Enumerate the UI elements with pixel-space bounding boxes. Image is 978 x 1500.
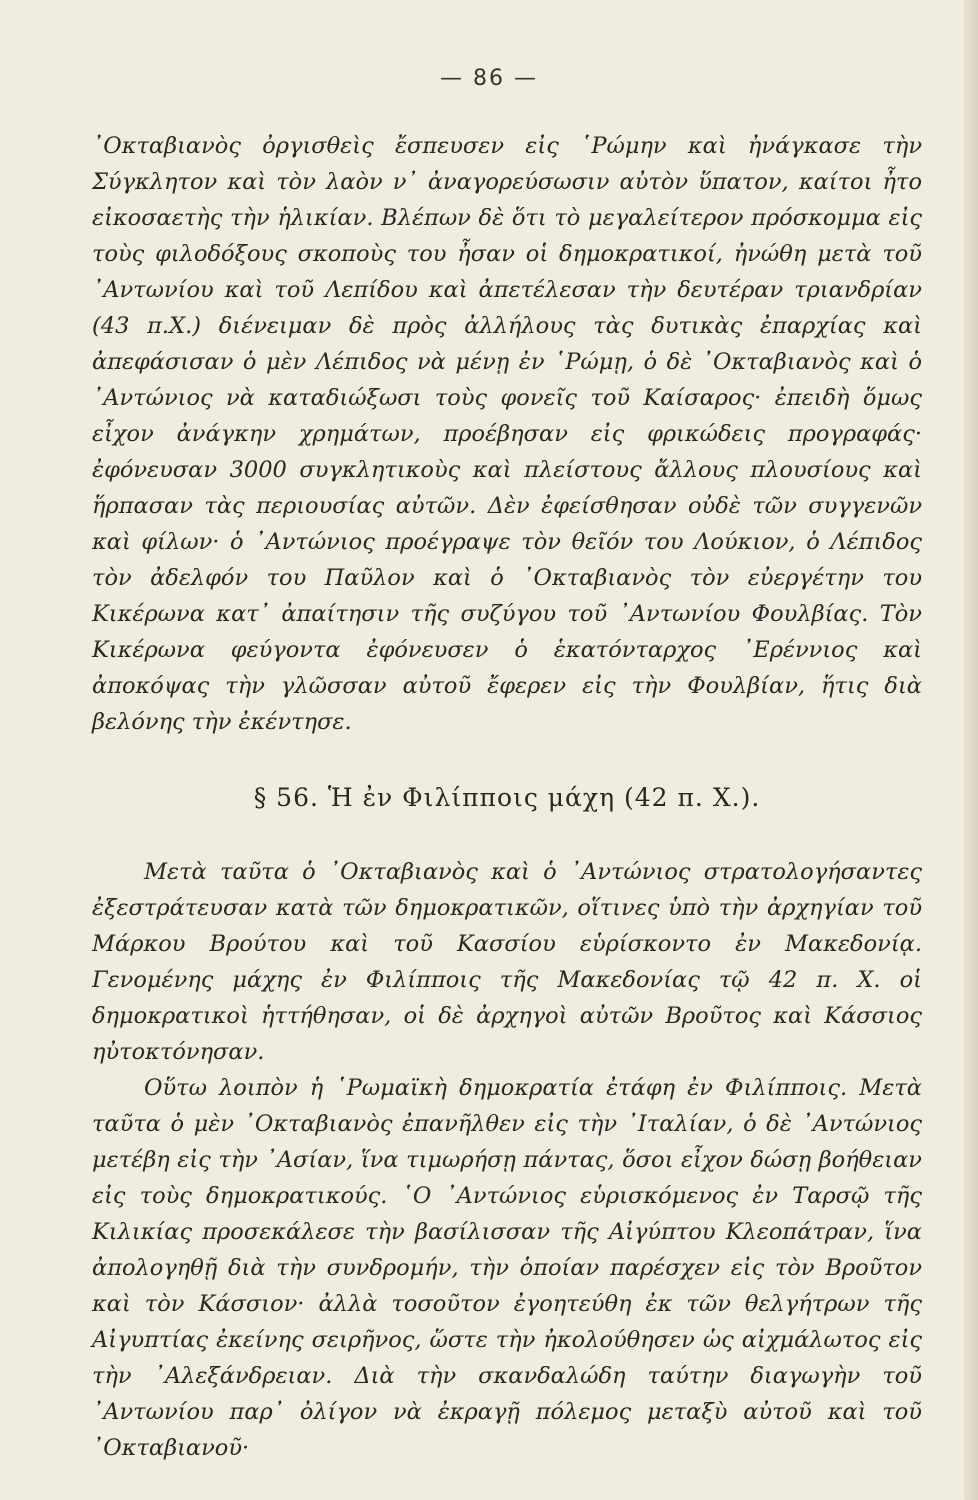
paragraph-antony-cleopatra: Οὕτω λοιπὸν ἡ ῾Ρωμαϊκὴ δημοκρατία ἐτάφη ἐν Φιλίπποις. Μετὰ ταῦτα ὁ μὲν ᾿Οκταβιανὸς ἐπανῆλθεν εἰς τὴν ᾿Ιταλίαν, ὁ δὲ ᾿Αντώνιος μετέβη εἰς τὴν ᾿Ασίαν, ἵνα τιμωρήσῃ πάντας, ὅσοι εἶχον δώσῃ βοήθειαν εἰς τοὺς δημοκρατικούς. ῾Ο ᾿Αντώνιος εὑρισκόμενος ἐν Ταρσῷ τῆς Κιλικίας προσεκάλεσε τὴν βασίλισσαν τῆς Αἰγύπτου Κλεοπάτραν, ἵνα ἀπολογηθῇ διὰ τὴν συνδρομήν, τὴν ὁποίαν παρέσχεν εἰς τὸν Βροῦτον καὶ τὸν Κάσσιον· ἀλλὰ τοσοῦτον ἐγοητεύθη ἐκ τῶν θελγήτρων τῆς Αἰγυπτίας ἐκείνης σειρῆνος, ὥστε τὴν ἠκολούθησεν ὡς αἰχμάλωτος εἰς τὴν ᾿Αλεξάνδρειαν. Διὰ τὴν σκανδαλώδη ταύτην διαγωγὴν τοῦ ᾿Αντωνίου παρ᾿ ὀλίγον νὰ ἐκραγῇ πόλεμος μεταξὺ αὐτοῦ καὶ τοῦ ᾿Οκταβιανοῦ· <box>92 1075 922 1461</box>
page-edge <box>964 0 978 1500</box>
page-number: — 86 — <box>440 66 538 91</box>
paragraph-octavian-triumvirate: ᾿Οκταβιανὸς ὀργισθεὶς ἔσπευσεν εἰς ῾Ρώμην καὶ ἠνάγκασε τὴν Σύγκλητον καὶ τὸν λαὸν ν᾿ ἀναγορεύσωσιν αὐτὸν ὕπατον, καίτοι ἦτο εἰκοσαετὴς τὴν ἡλικίαν. Βλέπων δὲ ὅτι τὸ μεγαλείτερον πρόσκομμα εἰς τοὺς φιλοδόξους σκοποὺς του ἦσαν οἱ δημοκρατικοί, ἠνώθη μετὰ τοῦ ᾿Αντωνίου καὶ τοῦ Λεπίδου καὶ ἀπετέλεσαν τὴν δευτέραν τριανδρίαν (43 π.Χ.) διένειμαν δὲ πρὸς ἀλλήλους τὰς δυτικὰς ἐπαρχίας καὶ ἀπεφάσισαν ὁ μὲν Λέπιδος νὰ μένῃ ἐν ῾Ρώμῃ, ὁ δὲ ᾿Οκταβιανὸς καὶ ὁ ᾿Αντώνιος νὰ καταδιώξωσι τοὺς φονεῖς τοῦ Καίσαρος· ἐπειδὴ ὅμως εἶχον ἀνάγκην χρημάτων, προέβησαν εἰς φρικώδεις προγραφάς· ἐφόνευσαν 3000 συγκλητικοὺς καὶ πλείστους ἄλλους πλουσίους καὶ ἥρπασαν τὰς περιουσίας αὐτῶν. Δὲν ἐφείσθησαν οὐδὲ τῶν συγγενῶν καὶ φίλων· ὁ ᾿Αντώνιος προέγραψε τὸν θεῖόν του Λούκιον, ὁ Λέπιδος τὸν ἀδελφόν του Παῦλον καὶ ὁ ᾿Οκταβιανὸς τὸν εὐεργέτην του Κικέρωνα κατ᾿ ἀπαίτησιν τῆς συζύγου τοῦ ᾿Αντωνίου Φουλβίας. Τὸν Κικέρωνα φεύγοντα ἐφόνευσεν ὁ ἑκατόνταρχος ᾿Ερέννιος καὶ ἀποκόψας τὴν γλῶσσαν αὐτοῦ ἔφερεν εἰς τὴν Φουλβίαν, ἥτις διὰ βελόνης τὴν ἐκέντησε. <box>92 133 922 735</box>
page-body <box>92 128 922 1466</box>
section-heading: § 56. Ἡ ἐν Φιλίπποις μάχη (42 π. Χ.). <box>253 783 761 812</box>
paragraph-battle-philippi: Μετὰ ταῦτα ὁ ᾿Οκταβιανὸς καὶ ὁ ᾿Αντώνιος στρατολογήσαντες ἐξεστράτευσαν κατὰ τῶν δημοκρατικῶν, οἵτινες ὑπὸ τὴν ἀρχηγίαν τοῦ Μάρκου Βρούτου καὶ τοῦ Κασσίου εὑρίσκοντο ἐν Μακεδονίᾳ. Γενομένης μάχης ἐν Φιλίπποις τῆς Μακεδονίας τῷ 42 π. Χ. οἱ δημοκρατικοὶ ἡττήθησαν, οἱ δὲ ἀρχηγοὶ αὐτῶν Βροῦτος καὶ Κάσσιος ηὐτοκτόνησαν. <box>92 859 922 1065</box>
